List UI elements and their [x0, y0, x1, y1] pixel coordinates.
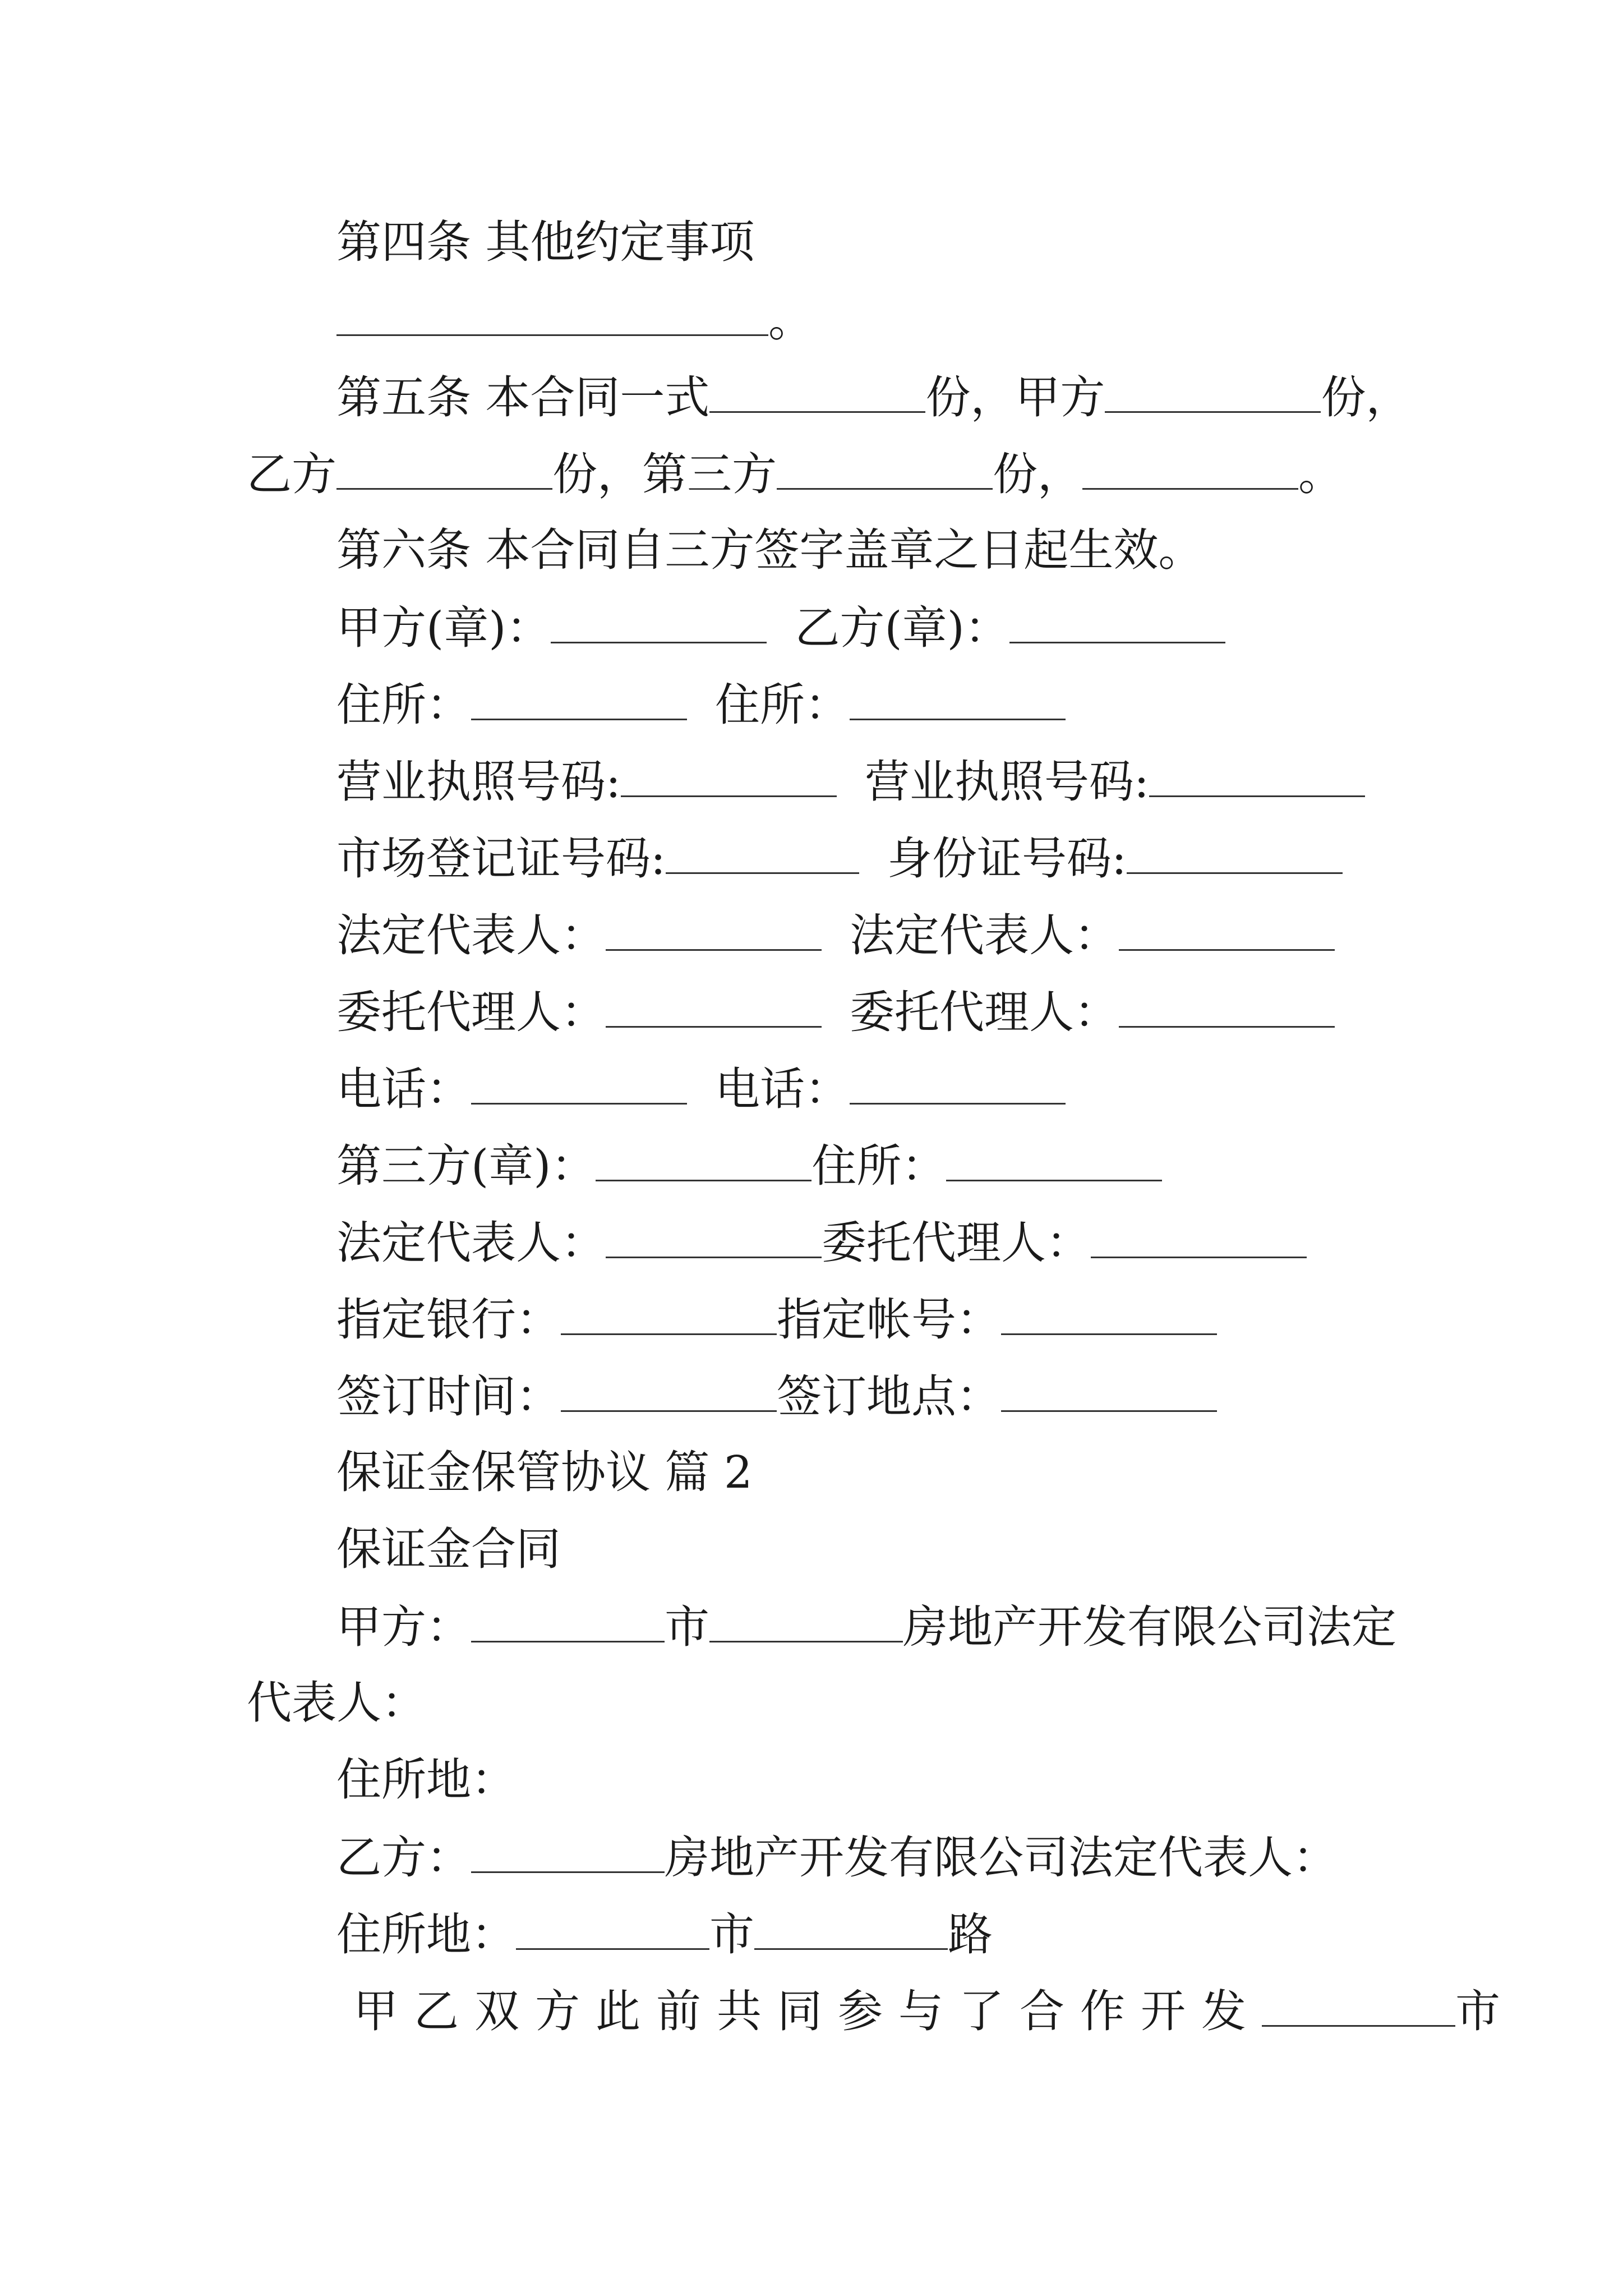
blank-field[interactable] — [471, 682, 687, 720]
blank-field[interactable] — [561, 1296, 777, 1335]
blank-field[interactable] — [336, 297, 768, 336]
blank-field[interactable] — [551, 605, 767, 643]
blank-field[interactable] — [621, 758, 837, 797]
blank-field[interactable] — [1127, 835, 1343, 874]
blank-field[interactable] — [1001, 1373, 1217, 1412]
article-4-blank-line: 。 — [336, 297, 813, 343]
seal-line: 甲方(章)： 乙方(章)： — [336, 605, 1225, 651]
signing-line: 签订时间： 签订地点： — [336, 1373, 1217, 1419]
blank-field[interactable] — [471, 1834, 665, 1873]
party-a-address: 住所地： — [336, 1754, 516, 1806]
blank-field[interactable] — [754, 1911, 948, 1950]
blank-field[interactable] — [1149, 758, 1365, 797]
section-heading: 保证金保管协议 篇 2 — [336, 1446, 753, 1498]
party-a-line: 甲方： 市 房地产开发有限公司法定 — [336, 1601, 1396, 1653]
blank-field[interactable] — [471, 1066, 687, 1105]
blank-field[interactable] — [1105, 374, 1321, 413]
blank-field[interactable] — [709, 1604, 903, 1642]
phone-line: 电话： 电话： — [336, 1066, 1066, 1112]
article-5-line-2: 乙方 份，第三方 份， 。 — [247, 448, 1343, 500]
bank-line: 指定银行： 指定帐号： — [336, 1296, 1217, 1342]
legal-rep-line: 法定代表人： 法定代表人： — [336, 912, 1335, 958]
blank-field[interactable] — [1001, 1296, 1217, 1335]
blank-field[interactable] — [709, 374, 925, 413]
party-a-rep-line: 代表人： — [247, 1677, 426, 1729]
blank-field[interactable] — [1009, 605, 1225, 643]
blank-field[interactable] — [850, 1066, 1066, 1105]
article-4-heading: 第四条 其他约定事项 — [336, 216, 755, 268]
blank-field[interactable] — [1262, 1988, 1455, 2027]
registration-line: 市场登记证号码: 身份证号码: — [336, 835, 1343, 881]
blank-field[interactable] — [777, 451, 993, 490]
contract-title: 保证金合同 — [336, 1523, 561, 1575]
blank-field[interactable] — [561, 1373, 777, 1412]
agent-line: 委托代理人： 委托代理人： — [336, 989, 1335, 1035]
address-line: 住所： 住所： — [336, 682, 1066, 728]
party-b-line: 乙方： 房地产开发有限公司法定代表人： — [336, 1832, 1338, 1884]
blank-field[interactable] — [606, 912, 822, 951]
blank-field[interactable] — [1091, 1220, 1307, 1258]
closing-paragraph-line: 甲乙双方此前共同参与了合作开发 市 — [353, 1985, 1516, 2037]
blank-field[interactable] — [596, 1143, 811, 1181]
blank-field[interactable] — [336, 451, 552, 490]
blank-field[interactable] — [1119, 989, 1335, 1028]
article-6: 第六条 本合同自三方签字盖章之日起生效。 — [336, 524, 1204, 576]
license-line: 营业执照号码: 营业执照号码: — [336, 758, 1365, 804]
article-5-line-1: 第五条 本合同一式 份，甲方 份， — [336, 371, 1411, 424]
third-party-seal-line: 第三方(章)： 住所： — [336, 1143, 1162, 1189]
blank-field[interactable] — [666, 835, 859, 874]
blank-field[interactable] — [516, 1911, 709, 1950]
blank-field[interactable] — [946, 1143, 1162, 1181]
third-party-rep-line: 法定代表人： 委托代理人： — [336, 1220, 1307, 1266]
blank-field[interactable] — [606, 989, 822, 1028]
blank-field[interactable] — [471, 1604, 665, 1642]
blank-field[interactable] — [606, 1220, 822, 1258]
party-b-address: 住所地： 市 路 — [336, 1908, 993, 1961]
blank-field[interactable] — [1082, 451, 1298, 490]
blank-field[interactable] — [850, 682, 1066, 720]
blank-field[interactable] — [1119, 912, 1335, 951]
